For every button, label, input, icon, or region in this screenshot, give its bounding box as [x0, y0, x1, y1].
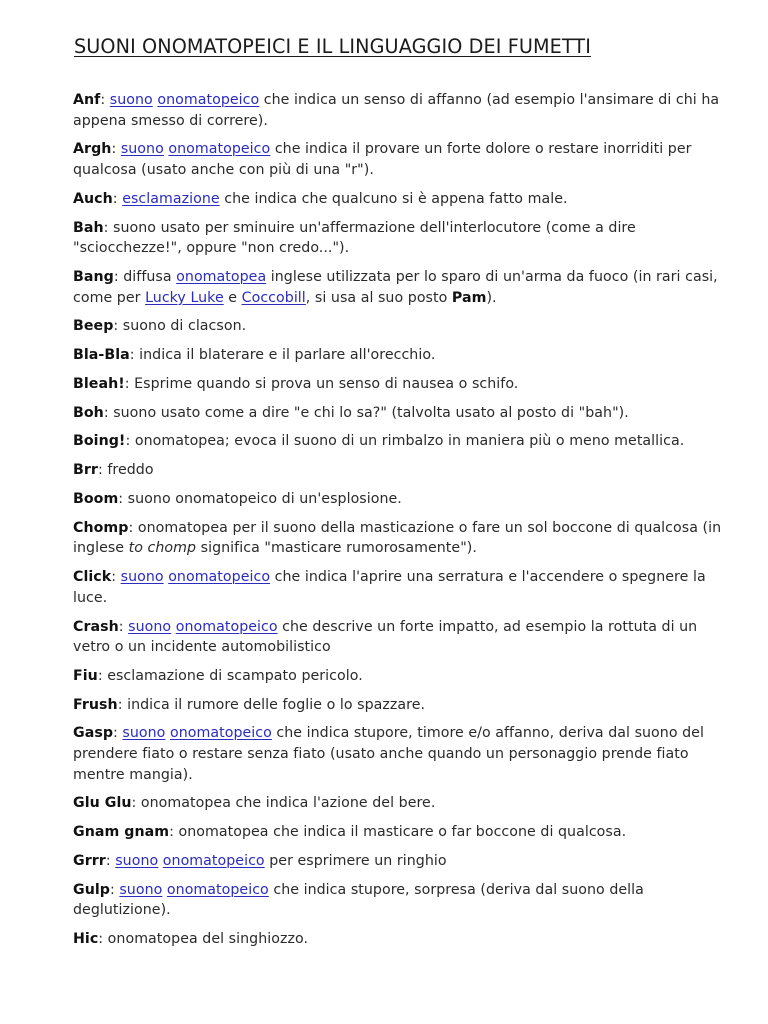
- entry-text: inglese utilizzata per lo sparo di un'arma da fuoco (in rari casi, come per: [73, 268, 718, 306]
- glossary-entry: [73, 431, 738, 452]
- glossary-entry: [73, 793, 738, 814]
- entry-text: :: [118, 618, 129, 635]
- entry-term: Gulp: [73, 881, 110, 898]
- glossary-entry: [73, 518, 738, 559]
- entry-term: Gnam gnam: [73, 824, 170, 841]
- entry-link[interactable]: onomatopeico: [168, 141, 271, 158]
- entry-bold-text: Pam: [451, 289, 487, 306]
- entry-text: : onomatopea del singhiozzo.: [98, 931, 308, 948]
- glossary-entry: [73, 695, 738, 716]
- entry-text: : suono usato come a dire "e chi lo sa?" (talvolta usato al posto di "bah").: [103, 404, 629, 421]
- glossary-entry: [73, 880, 738, 921]
- entry-text: : suono onomatopeico di un'esplosione.: [118, 490, 402, 507]
- entry-text: :: [105, 852, 116, 869]
- entry-term: Argh: [73, 141, 112, 158]
- entry-text: per esprimere un ringhio: [264, 852, 447, 869]
- entry-term: Grrr: [73, 852, 106, 869]
- entry-link[interactable]: onomatopeico: [168, 569, 271, 586]
- entry-term: Glu Glu: [73, 795, 132, 812]
- entry-term: Anf: [73, 92, 101, 108]
- entry-link[interactable]: onomatopeico: [166, 881, 269, 898]
- entry-link[interactable]: suono: [109, 92, 153, 108]
- entry-link[interactable]: suono: [119, 881, 163, 898]
- entry-term: Chomp: [73, 519, 129, 536]
- entry-term: Frush: [73, 696, 118, 713]
- entry-term: Bla-Bla: [73, 347, 130, 364]
- entry-link[interactable]: esclamazione: [122, 190, 220, 207]
- entry-text: che indica il provare un forte dolore o restare inorriditi per qualcosa (usato anche con più di una "r").: [73, 141, 692, 178]
- entry-text: : esclamazione di scampato pericolo.: [97, 667, 363, 684]
- entry-term: Hic: [73, 931, 99, 948]
- entry-term: Boom: [73, 490, 119, 507]
- entry-text: significa "masticare rumorosamente").: [196, 540, 477, 557]
- entry-link[interactable]: onomatopeico: [175, 618, 278, 635]
- entry-text: che indica un senso di affanno (ad esempio l'ansimare di chi ha appena smesso di correre).: [73, 92, 720, 129]
- entry-term: Click: [73, 569, 112, 586]
- glossary-entry: [73, 460, 738, 481]
- entry-text: che indica stupore, timore e/o affanno, deriva dal suono del prendere fiato o restare senza fiato (usato anche quando un personaggio prende fiato mentre mangia).: [73, 725, 704, 783]
- entry-text: ).: [486, 289, 497, 306]
- entry-text: : freddo: [97, 462, 154, 479]
- entry-text: :: [111, 141, 121, 158]
- entry-text: : diffusa: [113, 268, 177, 285]
- entry-link[interactable]: onomatopeico: [157, 92, 260, 108]
- glossary-list: [73, 90, 738, 950]
- entry-text: , si usa al suo posto: [305, 289, 452, 306]
- entry-term: Crash: [73, 618, 119, 635]
- glossary-entry: [73, 567, 738, 608]
- entry-text: : onomatopea che indica il masticare o far boccone di qualcosa.: [169, 824, 627, 841]
- glossary-entry: [73, 929, 738, 950]
- glossary-entry: [73, 723, 738, 785]
- entry-term: Boh: [73, 404, 104, 421]
- entry-link[interactable]: onomatopeico: [162, 852, 265, 869]
- glossary-entry: [73, 90, 738, 131]
- entry-text: :: [113, 725, 123, 742]
- entry-text: : onomatopea che indica l'azione del bere.: [131, 795, 436, 812]
- entry-text: e: [223, 289, 242, 306]
- entry-term: Boing!: [73, 433, 126, 450]
- entry-text: :: [109, 881, 120, 898]
- entry-link[interactable]: suono: [120, 569, 164, 586]
- entry-term: Bang: [73, 268, 114, 285]
- entry-link[interactable]: onomatopea: [176, 268, 267, 285]
- entry-link[interactable]: Coccobill: [241, 289, 306, 306]
- entry-text: :: [100, 92, 110, 108]
- entry-link[interactable]: onomatopeico: [169, 725, 272, 742]
- entry-text: che descrive un forte impatto, ad esempio la rottuta di un vetro o un incidente automobilistico: [73, 618, 698, 656]
- glossary-entry: [73, 139, 738, 180]
- entry-term: Auch: [73, 190, 113, 207]
- glossary-entry: [73, 822, 738, 843]
- glossary-entry: [73, 267, 738, 308]
- entry-text: : indica il blaterare e il parlare all'orecchio.: [129, 347, 436, 364]
- glossary-entry: [73, 316, 738, 337]
- entry-text: che indica che qualcuno si è appena fatto male.: [219, 190, 568, 207]
- glossary-entry: [73, 851, 738, 872]
- glossary-entry: [73, 345, 738, 366]
- entry-text: : indica il rumore delle foglie o lo spazzare.: [117, 696, 426, 713]
- entry-text: : suono usato per sminuire un'affermazione dell'interlocutore (come a dire "sciocchezze!", oppure "non credo...").: [73, 219, 636, 257]
- entry-text: che indica stupore, sorpresa (deriva dal suono della deglutizione).: [73, 881, 644, 919]
- glossary-entry: [73, 374, 738, 395]
- entry-text: : Esprime quando si prova un senso di nausea o schifo.: [124, 375, 519, 392]
- entry-link[interactable]: Lucky Luke: [145, 289, 224, 306]
- glossary-entry: [73, 666, 738, 687]
- entry-term: Bah: [73, 219, 104, 236]
- glossary-entry: [73, 489, 738, 510]
- entry-link[interactable]: suono: [128, 618, 172, 635]
- entry-text: : onomatopea per il suono della masticazione o fare un sol boccone di qualcosa (in inglese: [73, 519, 722, 557]
- entry-text: : onomatopea; evoca il suono di un rimbalzo in maniera più o meno metallica.: [125, 433, 685, 450]
- entry-text: :: [111, 569, 121, 586]
- glossary-entry: [73, 218, 738, 259]
- entry-italic-text: to chomp: [128, 540, 197, 557]
- entry-term: Fiu: [73, 667, 98, 684]
- entry-link[interactable]: suono: [122, 725, 166, 742]
- glossary-entry: [73, 617, 738, 658]
- entry-term: Gasp: [73, 725, 114, 742]
- entry-term: Bleah!: [73, 375, 125, 392]
- entry-link[interactable]: suono: [115, 852, 159, 869]
- entry-term: Beep: [73, 318, 114, 335]
- page-title: SUONI ONOMATOPEICI E IL LINGUAGGIO DEI FUMETTI: [74, 35, 591, 58]
- entry-text: :: [112, 190, 123, 207]
- entry-text: : suono di clacson.: [113, 318, 247, 335]
- entry-text: che indica l'aprire una serratura e l'accendere o spegnere la luce.: [73, 569, 706, 606]
- glossary-entry: [73, 403, 738, 424]
- entry-term: Brr: [73, 462, 98, 479]
- entry-link[interactable]: suono: [120, 141, 164, 158]
- glossary-entry: [73, 189, 738, 210]
